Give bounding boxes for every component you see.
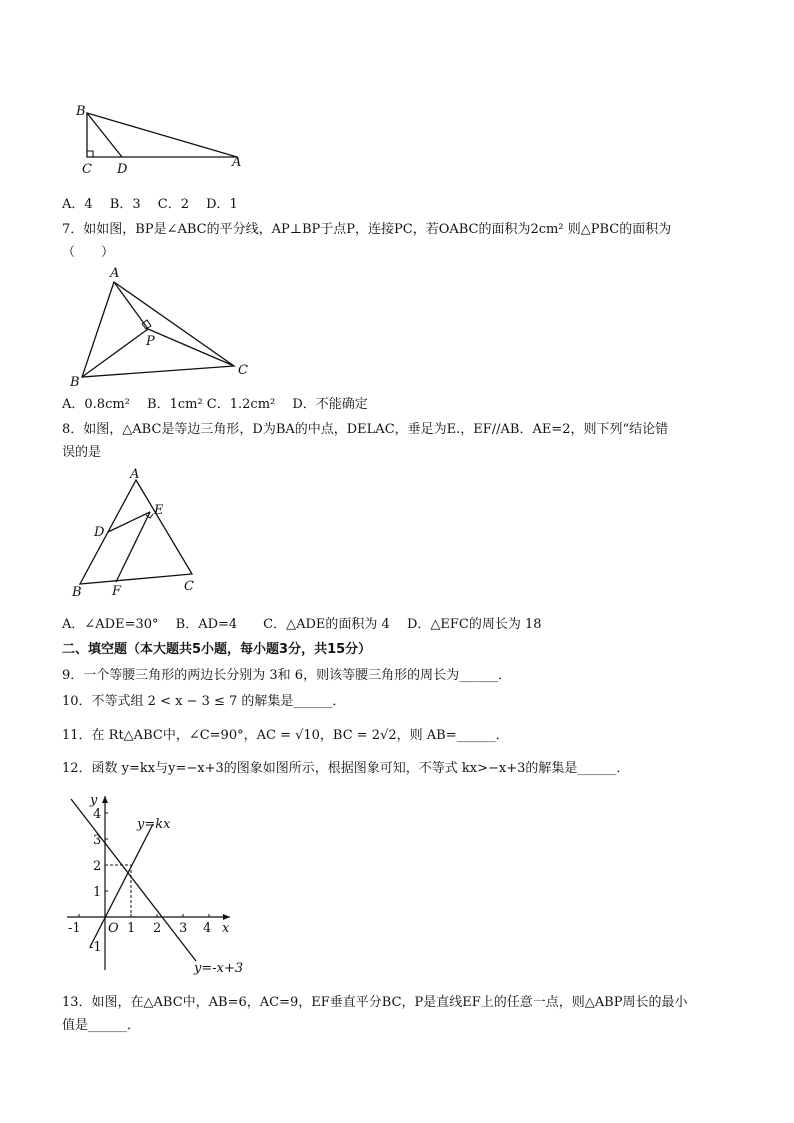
q8-stem-line1: 8．如图，△ABC是等边三角形，D为BA的中点，DELAC，垂足为E.，EF//AB．AE=2，则下列“结论错 <box>62 422 669 437</box>
fig6-label-c: C <box>82 162 92 177</box>
q8-options: A．∠ADE=30° B．AD=4 C．△ADE的面积为 4 D．△EFC的周长为 18 <box>62 617 542 632</box>
q8-figure <box>62 464 212 599</box>
q7-figure <box>62 262 262 392</box>
graph-y-tick-neg1: -1 <box>89 940 102 955</box>
q7-options: A．0.8cm² B．1cm² C．1.2cm² D．不能确定 <box>62 397 368 412</box>
q13-stem-line2: 值是______． <box>62 1018 141 1033</box>
fig8-label-c: C <box>184 579 194 594</box>
fig8-label-a: A <box>130 467 140 482</box>
q9-text: 9．一个等腰三角形的两边长分别为 3和 6，则该等腰三角形的周长为______． <box>62 668 512 683</box>
fig7-label-a: A <box>110 266 120 281</box>
q12-text: 12．函数 y=kx与y=−x+3的图象如图所示，根据图象可知，不等式 kx>−x+3的解集是______． <box>62 761 630 776</box>
fig8-label-d: D <box>94 525 105 540</box>
fig8-label-e: E <box>154 503 164 518</box>
fig6-label-a: A <box>232 155 242 170</box>
graph-label-line: y=-x+3 <box>194 961 244 976</box>
fig8-label-f: F <box>112 584 122 599</box>
fig7-label-p: P <box>146 334 155 349</box>
graph-y-tick-2: 2 <box>93 859 102 874</box>
q8-stem-line2: 误的是 <box>62 445 102 460</box>
graph-x-tick-1: 1 <box>127 921 136 936</box>
fig8-label-b: B <box>72 585 82 599</box>
fig7-label-b: B <box>70 375 80 390</box>
q6-figure <box>70 100 255 180</box>
graph-y-tick-3: 3 <box>93 833 102 848</box>
graph-y-tick-1: 1 <box>93 885 102 900</box>
graph-x-tick-4: 4 <box>203 921 212 936</box>
section2-heading: 二、填空题（本大题共5小题，每小题3分，共15分） <box>62 642 372 657</box>
q11-text: 11．在 Rt△ABC中，∠C=90°，AC = √10，BC = 2√2，则 AB=______． <box>62 728 509 743</box>
q7-stem-line2: （ ） <box>62 245 115 260</box>
q12-graph <box>62 790 262 980</box>
graph-x-tick-2: 2 <box>153 921 162 936</box>
graph-x-axis-label: x <box>222 921 230 936</box>
graph-x-tick-3: 3 <box>179 921 188 936</box>
graph-y-tick-4: 4 <box>93 807 102 822</box>
graph-x-tick-neg1: -1 <box>68 921 81 936</box>
q7-stem-line1: 7．如如图，BP是∠ABC的平分线，AP⊥BP于点P，连接PC，若OABC的面积为2cm² 则△PBC的面积为 <box>62 222 672 237</box>
graph-origin-label: O <box>108 921 119 936</box>
q6-options: A．4 B．3 C．2 D．1 <box>62 197 238 212</box>
fig7-label-c: C <box>238 363 248 378</box>
graph-label-kx: y=kx <box>137 817 171 832</box>
graph-y-axis-label: y <box>90 793 98 808</box>
q10-text: 10．不等式组 2 < x − 3 ≤ 7 的解集是______． <box>62 694 346 709</box>
q13-stem-line1: 13．如图，在△ABC中，AB=6，AC=9，EF垂直平分BC，P是直线EF上的任意一点，则△ABP周长的最小 <box>62 995 688 1010</box>
fig6-label-d: D <box>117 162 128 177</box>
fig6-label-b: B <box>76 104 86 119</box>
